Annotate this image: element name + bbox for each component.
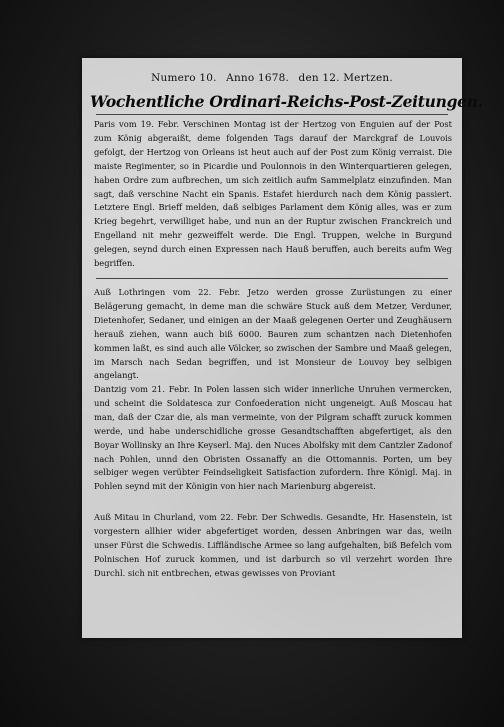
issue-number: Numero 10.	[151, 72, 217, 84]
title-divider	[96, 114, 448, 115]
article-lothringen: Auß Lothringen vom 22. Febr. Jetzo werden grosse Zurüstungen zu einer Belägerung gemacht, in deme man die schwäre Stuck auß dem Metzer, Verduner, Dietenhofer, Sedaner, und einigen an der Maaß gelegenen Oerter und Zeughäusern herauß ziehen, wann auch biß 6000. Bauren zum schantzen nach Dietenhofen kommen laßt, es sind auch alle Völcker, so zwischen der Sambre und Maaß gelegen, im Marsch nach Sedan begriffen, und ist Monsieur de Louvoy bey selbigen angelangt.	[94, 287, 452, 381]
issue-date: den 12. Mertzen.	[298, 72, 393, 84]
issue-year: Anno 1678.	[226, 72, 289, 84]
article-mitau: Auß Mitau in Churland, vom 22. Febr. Der Schwedis. Gesandte, Hr. Hasenstein, ist vorgestern allhier wider abgefertiget worden, dessen Anbringen war das, weiln unser Fürst die Schwedis. Liffländische Armee so lang aufgehalten, biß Befelch vom Polnischen Hof zuruck kommen, und ist darburch so vil verzehrt worden Ihre Durchl. sich nit entbrechen, etwas gewisses von Proviant	[94, 512, 452, 578]
article-paris: Paris vom 19. Febr. Verschinen Montag ist der Hertzog von Enguien auf der Post zum König abgeraißt, deme folgenden Tags darauf der Marckgraf de Louvois gefolgt, der Hertzog von Orleans ist heut auch auf der Post zum König verraist. Die maiste Regimenter, so in Picardie und Poulonnois in den Winterquartieren gelegen, haben Ordre zum aufbrechen, um sich zeitlich aufm Sammelplatz einzufinden. Man sagt, daß verschine Nacht ein Spanis. Estafet hierdurch nach dem König passiert. Letztere Engl. Brieff melden, daß selbiges Parlament dem König alles, was er zum Krieg begehrt, verwilliget habe, und nun an der Ruptur zwischen Franckreich und Engelland nit mehr gezweiffelt werde. Die Engl. Truppen, welche in Burgund gelegen, seynd durch einen Expressen nach Hauß beruffen, auch bereits aufm Weg begriffen.	[94, 119, 452, 269]
newspaper-title: Wochentliche Ordinari-Reichs-Post-Zeitungen.	[90, 92, 483, 111]
article-dantzig: Dantzig vom 21. Febr. In Polen lassen sich wider innerliche Unruhen vermercken, und scheint die Soldatesca zur Confoederation nicht ungeneigt. Auß Moscau hat man, daß der Czar die, als man vermeinte, von der Pilgram schafft zuruck kommen werde, und habe underschidliche grosse Gesandtschafften abgefertiget, als den Boyar Wollinsky an Ihre Keyserl. Maj. den Nuces Abolfsky mit dem Cantzler Zadonof nach Pohlen, unnd den Obristen Ossanaffy an die Ottomannis. Porten, um bey selbiger wegen verübter Feindseligkeit Satisfaction zufordern. Ihre Königl. Maj. in Pohlen seynd mit der Königin von hier nach Marienburg abgereist.	[94, 384, 452, 492]
article-divider	[96, 278, 448, 279]
newspaper-page	[82, 58, 483, 638]
issue-header	[82, 72, 462, 84]
